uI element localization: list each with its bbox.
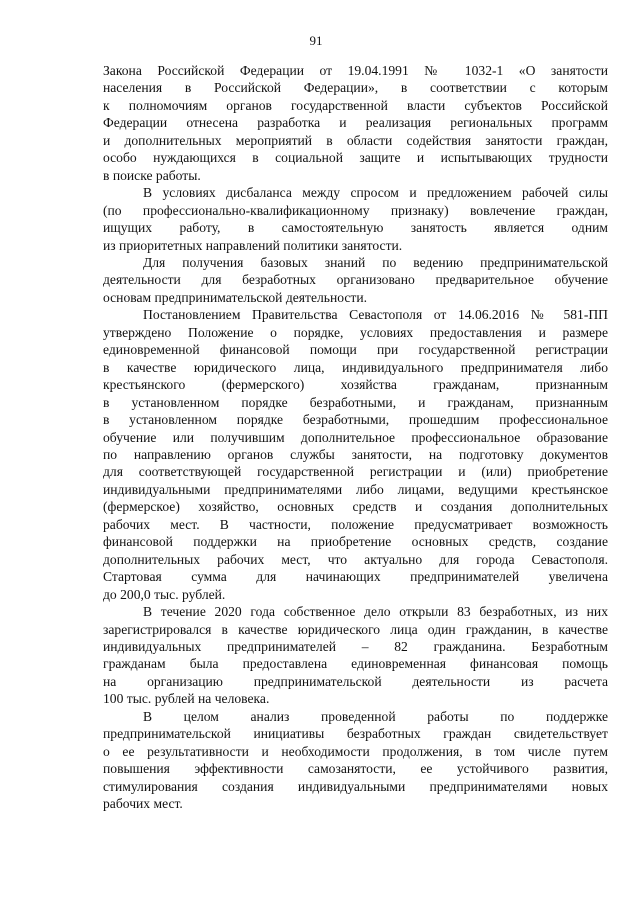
text-line: единовременной финансовой помощи при государственной регистрации <box>103 342 608 358</box>
text-line: Федерации отнесена разработка и реализация региональных программ <box>103 115 608 131</box>
text-line: Для получения базовых знаний по ведению предпринимательской <box>143 254 608 270</box>
text-line: из приоритетных направлений политики занятости. <box>103 237 403 253</box>
text-line: повышения эффективности самозанятости, ее устойчивого развития, <box>103 761 608 777</box>
text-line: обучение или получившим дополнительное профессиональное образование <box>103 429 608 445</box>
text-line: индивидуальными предпринимателями либо лицами, ведущими крестьянское <box>103 481 608 497</box>
text-line: населения в Российской Федерации», в соответствии с которым <box>103 80 608 96</box>
paragraph <box>103 708 608 813</box>
text-line: по направлению органов службы занятости, на подготовку документов <box>103 446 608 462</box>
text-line: стимулирования создания индивидуальными предпринимателями новых <box>103 778 608 794</box>
paragraph <box>103 254 608 306</box>
text-line: на организацию предпринимательской деятельности из расчета <box>103 673 608 689</box>
paragraph <box>103 306 608 603</box>
text-line: особо нуждающихся в социальной защите и испытывающих трудности <box>103 150 608 166</box>
text-line: о ее результативности и необходимости продолжения, в том числе путем <box>103 743 608 759</box>
text-line: финансовой поддержки на приобретение основных средств, создание <box>103 534 608 550</box>
text-line: В целом анализ проведенной работы по поддержке <box>143 708 608 724</box>
text-line: в качестве юридического лица, индивидуального предпринимателя либо <box>103 359 608 375</box>
text-line: к полномочиям органов государственной власти субъектов Российской <box>103 97 608 113</box>
paragraph <box>103 184 608 254</box>
document-body <box>103 62 608 812</box>
text-line: дополнительных рабочих мест, что актуально для города Севастополя. <box>103 551 608 567</box>
text-line: в установленном порядке безработными, и гражданам, признанным <box>103 394 608 410</box>
text-line: (фермерское) хозяйство, основных средств и создания дополнительных <box>103 499 608 515</box>
text-line: в установленном порядке безработными, прошедшим профессиональное <box>103 412 608 428</box>
text-line: (по профессионально-квалификационному признаку) вовлечение граждан, <box>103 202 608 218</box>
text-line: и дополнительных мероприятий в области содействия занятости граждан, <box>103 132 608 148</box>
text-line: зарегистрировался в качестве юридического лица один гражданин, в качестве <box>103 621 608 637</box>
text-line: ищущих работу, в самостоятельную занятость является одним <box>103 220 608 236</box>
text-line: индивидуальных предпринимателей – 82 гражданина. Безработным <box>103 638 608 654</box>
page-number: 91 <box>309 33 323 48</box>
text-line: гражданам была предоставлена единовременная финансовая помощь <box>103 656 608 672</box>
text-line: В условиях дисбаланса между спросом и предложением рабочей силы <box>143 185 608 201</box>
text-line: до 200,0 тыс. рублей. <box>103 586 226 602</box>
text-line: предпринимательской инициативы безработных граждан свидетельствует <box>103 726 608 742</box>
text-line: 100 тыс. рублей на человека. <box>103 691 270 707</box>
text-line: основам предпринимательской деятельности. <box>103 289 368 305</box>
text-line: Закона Российской Федерации от 19.04.1991 № 1032-1 «О занятости <box>103 63 608 78</box>
text-line: в поиске работы. <box>103 167 201 183</box>
text-line: рабочих мест. <box>103 796 183 812</box>
text-line: деятельности для безработных организовано предварительное обучение <box>103 272 608 288</box>
text-line: для соответствующей государственной регистрации и (или) приобретение <box>103 464 608 480</box>
text-line: Стартовая сумма для начинающих предпринимателей увеличена <box>103 569 608 585</box>
text-line: утверждено Положение о порядке, условиях предоставления и размере <box>103 324 608 340</box>
text-line: Постановлением Правительства Севастополя от 14.06.2016 № 581-ПП <box>143 307 608 323</box>
paragraph <box>103 603 608 708</box>
text-line: В течение 2020 года собственное дело открыли 83 безработных, из них <box>143 604 608 620</box>
text-line: рабочих мест. В частности, положение предусматривает возможность <box>103 516 608 532</box>
paragraph <box>103 62 608 184</box>
text-line: крестьянского (фермерского) хозяйства гражданам, признанным <box>103 377 608 393</box>
